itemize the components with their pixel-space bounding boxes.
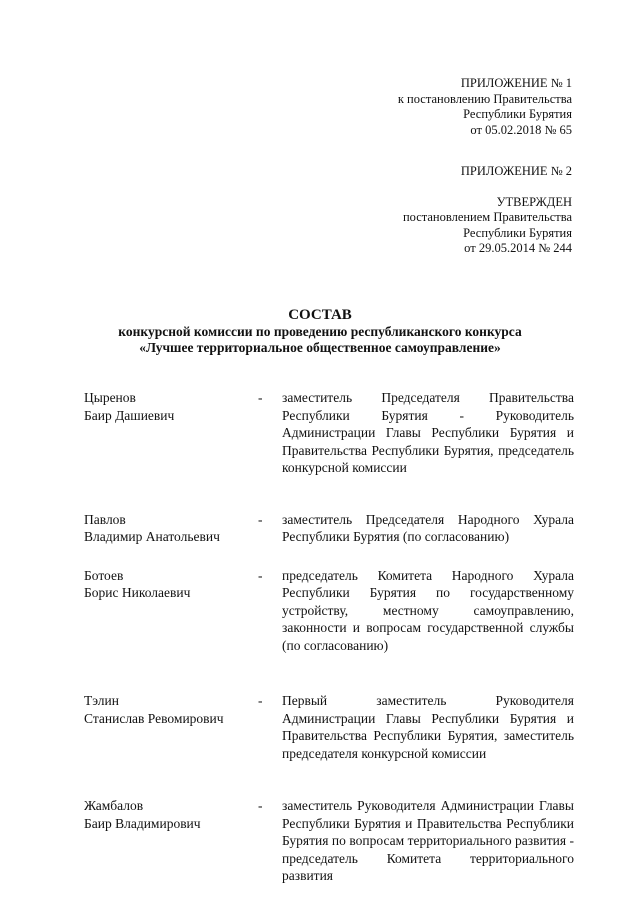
title-line-2: конкурсной комиссии по проведению республиканского конкурса: [118, 324, 522, 339]
member-surname: Цыренов: [84, 390, 136, 405]
appendix-1-header: [398, 76, 572, 138]
title-line-3: «Лучшее территориальное общественное самоуправление»: [139, 340, 501, 355]
member-dash: -: [258, 390, 263, 405]
member-row: [84, 389, 574, 477]
appendix-2-header: [403, 164, 572, 257]
member-dash: -: [258, 693, 263, 708]
member-dash: -: [258, 798, 263, 813]
member-name: [84, 389, 258, 477]
member-row: [84, 692, 574, 762]
member-surname: Павлов: [84, 511, 126, 527]
commission-members: [84, 389, 574, 885]
member-given-name: Станислав Ревомирович: [84, 710, 224, 726]
title-main: СОСТАВ: [288, 307, 352, 323]
member-row: [84, 511, 574, 546]
appendix-1-resolution-ref: к постановлению Правительства: [397, 91, 572, 106]
member-given-name: Баир Владимирович: [84, 815, 201, 831]
document-title: [0, 306, 640, 356]
member-role: Первый заместитель Руководителя Администрации Главы Республики Бурятия и Правительства Республики Бурятия, заместитель председателя конкурсной комиссии: [282, 693, 574, 761]
member-role: заместитель Председателя Народного Хурала Республики Бурятия (по согласованию): [282, 511, 574, 544]
member-surname: Тэлин: [84, 693, 119, 708]
member-dash: -: [258, 511, 263, 527]
member-name: [84, 567, 258, 655]
appendix-1-title: ПРИЛОЖЕНИЕ № 1: [460, 76, 572, 90]
appendix-2-title: ПРИЛОЖЕНИЕ № 2: [460, 164, 572, 178]
member-row: [84, 797, 574, 885]
member-role: председатель Комитета Народного Хурала Республики Бурятия по государственному устройству, местному самоуправлению, законности и вопросам государственной службы (по согласованию): [282, 567, 574, 653]
member-role: заместитель Руководителя Администрации Главы Республики Бурятия и Правительства Республики Бурятия по вопросам территориального развития - председатель Комитета территориального развития: [282, 798, 574, 883]
appendix-2-date-number: от 29.05.2014 № 244: [464, 241, 572, 255]
member-given-name: Владимир Анатольевич: [84, 529, 220, 544]
member-row: [84, 567, 574, 655]
member-name: [84, 692, 258, 762]
appendix-2-republic: Республики Бурятия: [463, 225, 572, 240]
appendix-2-resolution-ref: постановлением Правительства: [402, 210, 572, 224]
member-given-name: Баир Дашиевич: [84, 407, 175, 423]
member-given-name: Борис Николаевич: [84, 585, 191, 600]
appendix-1-republic: Республики Бурятия: [463, 107, 572, 121]
member-surname: Ботоев: [84, 567, 124, 583]
member-surname: Жамбалов: [84, 798, 144, 813]
appendix-1-date-number: от 05.02.2018 № 65: [470, 122, 572, 137]
member-role: заместитель Председателя Правительства Республики Бурятия - Руководитель Администрации Главы Республики Бурятия и Правительства Республики Бурятия, председатель конкурсной комиссии: [282, 390, 574, 475]
approved-label: УТВЕРЖДЕН: [496, 194, 572, 209]
member-dash: -: [258, 567, 263, 583]
member-name: [84, 511, 258, 546]
member-name: [84, 797, 258, 885]
